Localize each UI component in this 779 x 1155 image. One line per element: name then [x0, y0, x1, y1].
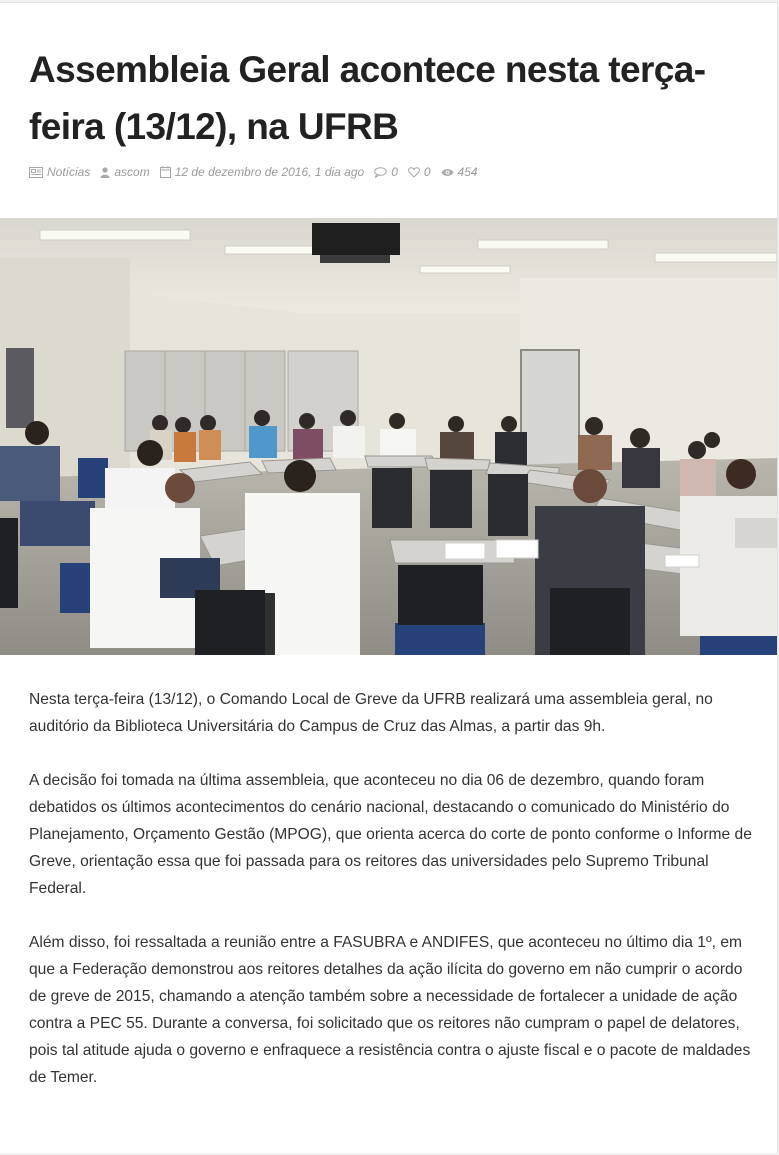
article-title: Assembleia Geral acontece nesta terça-feira (13/12), na UFRB: [29, 49, 706, 147]
meta-comments-count[interactable]: 0: [391, 165, 398, 179]
meta-comments[interactable]: [374, 165, 398, 179]
meta-date: [160, 165, 364, 179]
meta-likes[interactable]: [408, 165, 431, 179]
comment-icon: [374, 167, 387, 178]
meta-views-count: 454: [457, 165, 478, 179]
heart-icon: [408, 167, 420, 178]
eye-icon: [441, 168, 454, 177]
meta-author-label[interactable]: ascom: [114, 165, 150, 179]
meta-author[interactable]: [100, 165, 149, 179]
calendar-icon: [160, 166, 171, 178]
article-page: [0, 2, 778, 1153]
article-paragraph: A decisão foi tomada na última assembleia, que aconteceu no dia 06 de dezembro, quando foram debatidos os últimos acontecimentos do cenário nacional, destacando o comunicado do Ministério do Planejamento, Orçamento Gestão (MPOG), que orienta acerca do corte de ponto conforme o Informe de Greve, orientação essa que foi passada para os reitores das universidades pelo Supremo Tribunal Federal.: [29, 772, 752, 897]
meta-date-label: 12 de dezembro de 2016, 1 dia ago: [174, 165, 365, 179]
newspaper-icon: [29, 167, 43, 178]
article-body: [29, 686, 754, 1118]
article-photo: [0, 218, 777, 655]
meta-likes-count[interactable]: 0: [423, 165, 431, 179]
article-paragraph: Além disso, foi ressaltada a reunião entre a FASUBRA e ANDIFES, que aconteceu no último dia 1º, em que a Federação demonstrou aos reitores detalhes da ação ilícita do governo em não cumprir o acordo de greve de 2015, chamando a atenção também sobre a necessidade de fortalecer a unidade de ação contra a PEC 55. Durante a conversa, foi solicitado que os reitores não cumpram o papel de delatores, pois tal atitude ajuda o governo e enfraquece a resistência contra o ajuste fiscal e o pacote de maldades de Temer.: [29, 934, 751, 1086]
article-paragraph: Nesta terça-feira (13/12), o Comando Local de Greve da UFRB realizará uma assembleia geral, no auditório da Biblioteca Universitária do Campus de Cruz das Almas, a partir das 9h.: [29, 691, 713, 735]
meta-category-label[interactable]: Notícias: [47, 165, 91, 179]
meta-views: [441, 165, 478, 179]
article-meta: [29, 163, 488, 181]
meta-category[interactable]: [29, 165, 90, 179]
user-icon: [100, 167, 110, 178]
